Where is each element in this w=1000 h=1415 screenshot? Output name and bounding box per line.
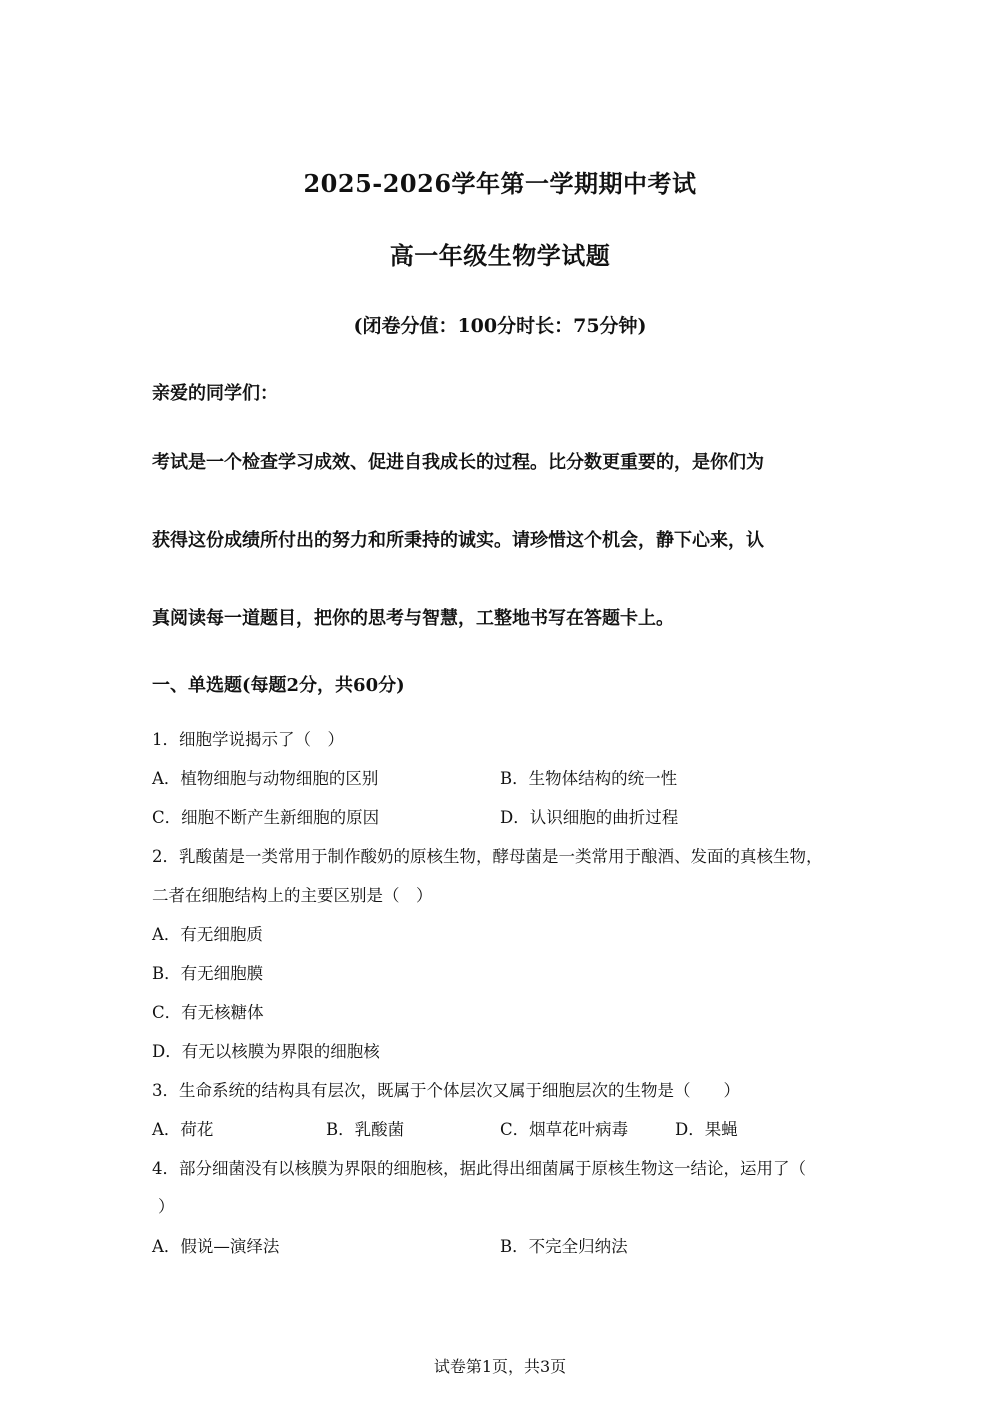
question-4-stem-line-2: ） (158, 1197, 175, 1216)
question-1-option-d: D．认识细胞的曲折过程 (500, 808, 679, 827)
intro-line-3: 真阅读每一道题目，把你的思考与智慧，工整地书写在答题卡上。 (152, 608, 674, 629)
greeting: 亲爱的同学们： (152, 383, 278, 404)
question-2-option-a: A．有无细胞质 (152, 925, 263, 944)
page-footer: 试卷第1页，共3页 (433, 1357, 567, 1376)
question-1-option-c: C．细胞不断产生新细胞的原因 (152, 808, 380, 827)
question-1-option-a: A．植物细胞与动物细胞的区别 (152, 769, 379, 788)
question-3-option-a: A．荷花 (152, 1120, 214, 1139)
question-4-option-a: A．假说—演绎法 (152, 1237, 280, 1256)
question-2-stem-line-2: 二者在细胞结构上的主要区别是（ ） (152, 886, 433, 905)
intro-line-2: 获得这份成绩所付出的努力和所秉持的诚实。请珍惜这个机会，静下心来，认 (152, 530, 764, 551)
question-2-stem-line-1: 2．乳酸菌是一类常用于制作酸奶的原核生物，酵母菌是一类常用于酿酒、发面的真核生物， (152, 847, 823, 866)
question-2-option-c: C．有无核糖体 (152, 1003, 264, 1022)
exam-subtitle: 高一年级生物学试题 (389, 241, 611, 270)
question-2-option-d: D．有无以核膜为界限的细胞核 (152, 1042, 380, 1061)
question-4-option-b: B．不完全归纳法 (500, 1237, 628, 1256)
exam-title: 2025-2026学年第一学期期中考试 (303, 169, 697, 198)
section-heading: 一、单选题(每题2分，共60分) (152, 675, 405, 696)
question-3-option-b: B．乳酸菌 (326, 1120, 405, 1139)
question-3-option-c: C．烟草花叶病毒 (500, 1120, 629, 1139)
exam-info: (闭卷分值：100分时长：75分钟) (353, 315, 647, 337)
question-1-option-b: B．生物体结构的统一性 (500, 769, 678, 788)
question-1-stem: 1．细胞学说揭示了（ ） (152, 730, 344, 749)
intro-line-1: 考试是一个检查学习成效、促进自我成长的过程。比分数更重要的，是你们为 (152, 452, 764, 473)
question-3-stem: 3．生命系统的结构具有层次，既属于个体层次又属于细胞层次的生物是（ ） (152, 1081, 740, 1100)
question-3-option-d: D．果蝇 (675, 1120, 738, 1139)
question-2-option-b: B．有无细胞膜 (152, 964, 264, 983)
question-4-stem-line-1: 4．部分细菌没有以核膜为界限的细胞核，据此得出细菌属于原核生物这一结论，运用了（ (152, 1159, 806, 1178)
